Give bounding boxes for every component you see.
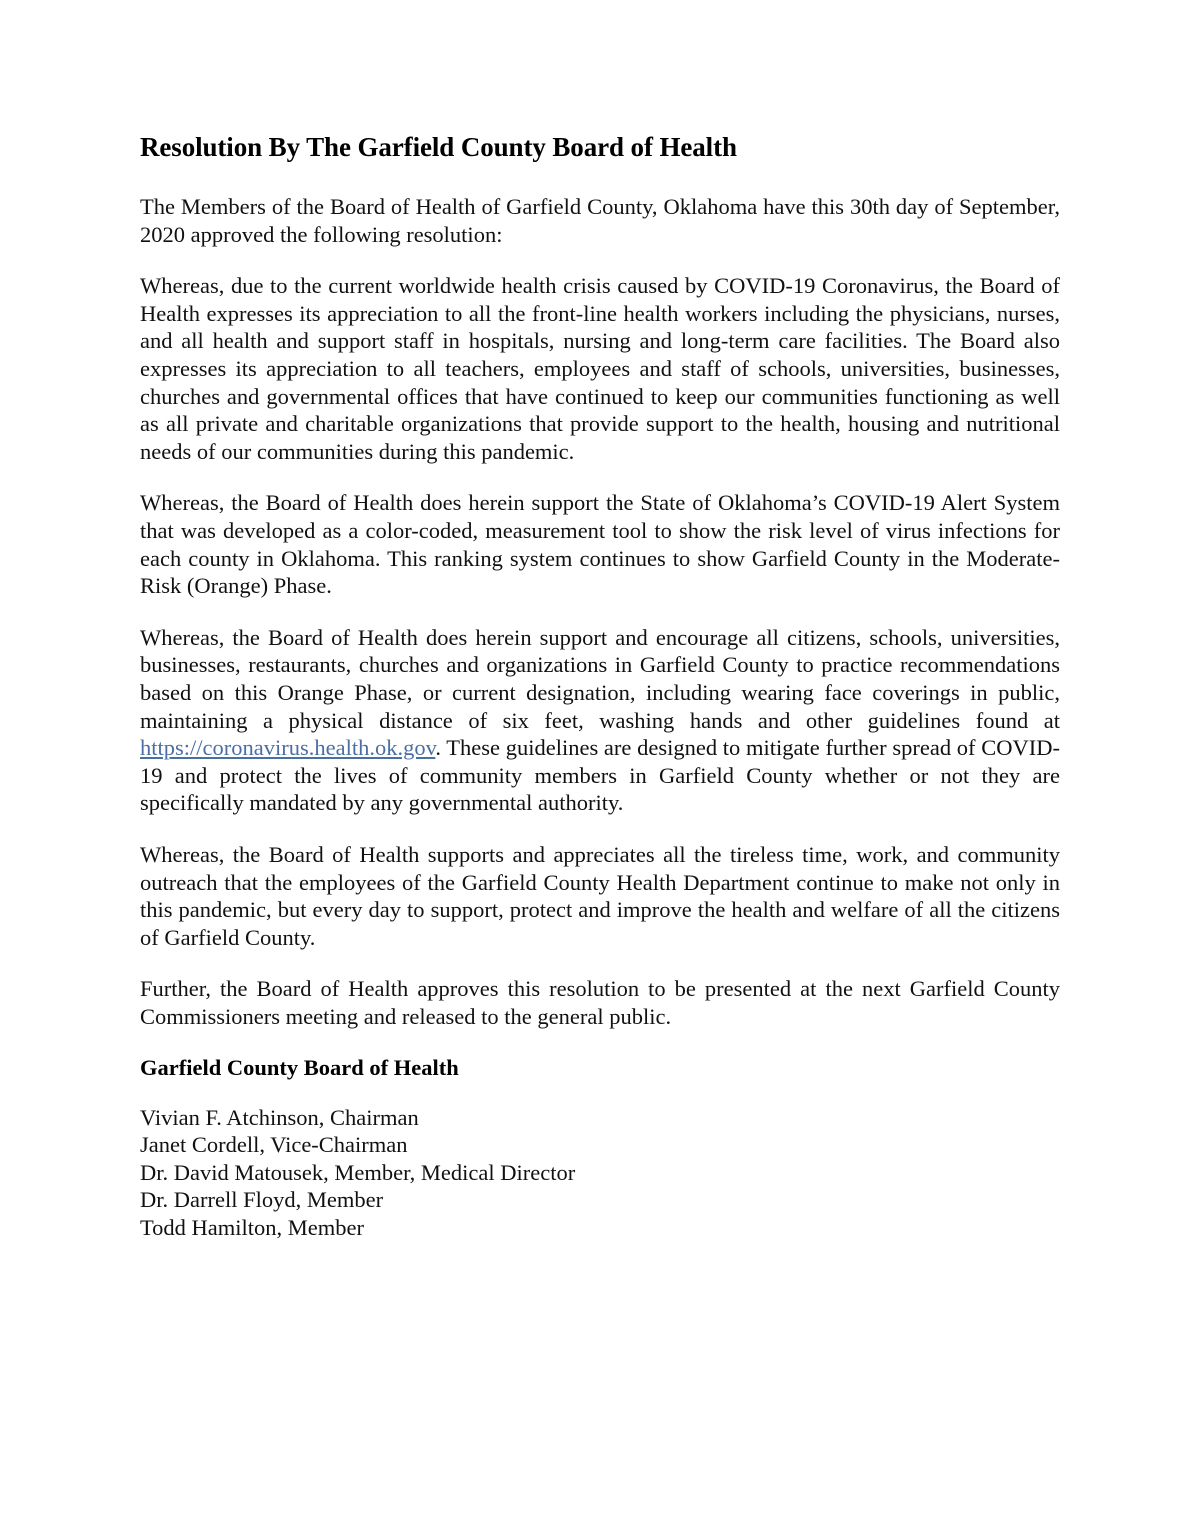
paragraph-whereas-guidelines xyxy=(140,624,1060,817)
list-item: Todd Hamilton, Member xyxy=(140,1214,365,1240)
page-title: Resolution By The Garfield County Board of Health xyxy=(140,132,737,162)
list-item: Dr. David Matousek, Member, Medical Director xyxy=(140,1159,576,1185)
list-item: Dr. Darrell Floyd, Member xyxy=(140,1187,384,1213)
guidelines-text-before-link: Whereas, the Board of Health does herein support and encourage all citizens, schools, universities, businesses, restaurants, churches and organizations in Garfield County to practice recommendations based on this Orange Phase, or current designation, including wearing face coverings in public, maintaining a physical distance of six feet, washing hands and other guidelines found at xyxy=(140,624,1060,733)
paragraph-whereas-alert-system: Whereas, the Board of Health does herein support the State of Oklahoma’s COVID-19 Alert System that was developed as a color-coded, measurement tool to show the risk level of virus infections for each county in Oklahoma. This ranking system continues to show Garfield County in the Moderate-Risk (Orange) Phase. xyxy=(140,490,1060,599)
document-body xyxy=(140,132,1060,1241)
signatory-list xyxy=(140,1104,1060,1241)
coronavirus-health-ok-gov-link[interactable]: https://coronavirus.health.ok.gov xyxy=(140,735,436,761)
paragraph-whereas-appreciation: Whereas, due to the current worldwide health crisis caused by COVID-19 Coronavirus, the Board of Health expresses its appreciation to all the front-line health workers including the physicians, nurses, and all health and support staff in hospitals, nursing and long-term care facilities. The Board also expresses its appreciation to all teachers, employees and staff of schools, universities, businesses, churches and governmental offices that have continued to keep our communities functioning as well as all private and charitable organizations that provide support to the health, housing and nutritional needs of our communities during this pandemic. xyxy=(140,273,1060,464)
paragraph-whereas-employees: Whereas, the Board of Health supports and appreciates all the tireless time, work, and community outreach that the employees of the Garfield County Health Department continue to make not only in this pandemic, but every day to support, protect and improve the health and welfare of all the citizens of Garfield County. xyxy=(140,841,1060,950)
list-item: Janet Cordell, Vice-Chairman xyxy=(140,1132,408,1158)
list-item: Vivian F. Atchinson, Chairman xyxy=(140,1105,419,1131)
signature-block-heading: Garfield County Board of Health xyxy=(140,1055,459,1081)
paragraph-further: Further, the Board of Health approves this resolution to be presented at the next Garfield County Commissioners meeting and released to the general public. xyxy=(140,976,1060,1029)
guidelines-text-after-link: . These guidelines are designed to mitigate further spread of COVID-19 and protect the lives of community members in Garfield County whether or not they are specifically mandated by any governmental authority. xyxy=(140,735,1060,816)
paragraph-intro: The Members of the Board of Health of Garfield County, Oklahoma have this 30th day of September, 2020 approved the following resolution: xyxy=(140,194,1060,247)
